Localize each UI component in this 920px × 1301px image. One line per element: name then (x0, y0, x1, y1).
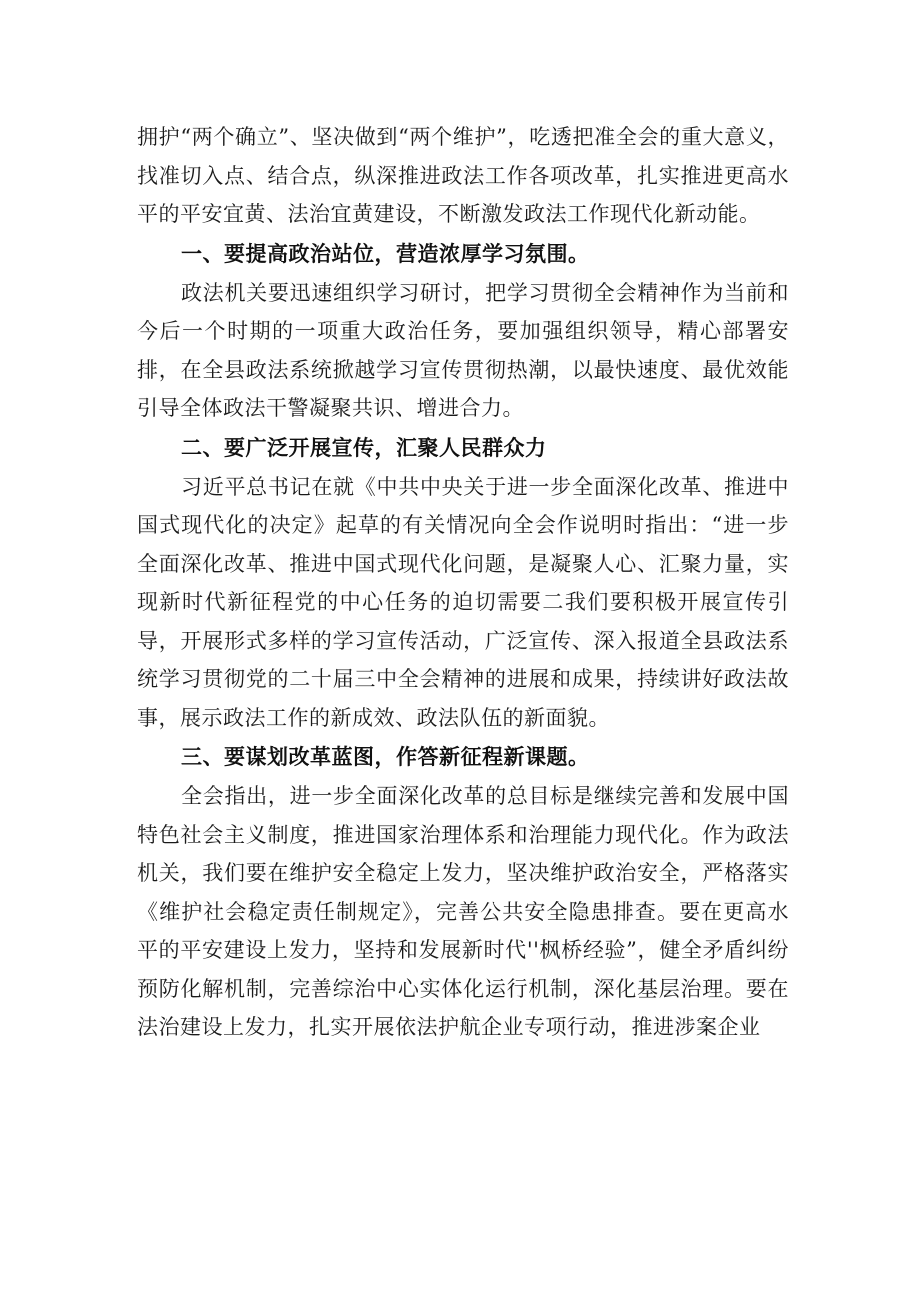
section-heading-3: 三、要谋划改革蓝图，作答新征程新课题。 (181, 745, 590, 769)
body-paragraph: 政法机关要迅速组织学习研讨，把学习贯彻全会精神作为当前和今后一个时期的一项重大政治任务，要加强组织领导，精心部署安排，在全县政法系统掀越学习宣传贯彻热潮，以最快速度、最优效能引导全体政法干警凝聚共识、增进合力。 (137, 280, 789, 420)
section-heading-1: 一、要提高政治站位，营造浓厚学习氛围。 (181, 241, 590, 266)
body-paragraph: 全会指出，进一步全面深化改革的总目标是继续完善和发展中国特色社会主义制度，推进国家治理体系和治理能力现代化。作为政法机关，我们要在维护安全稳定上发力，坚决维护政治安全，严格落实《维护社会稳定责任制规定》，完善公共安全隐患排查。要在更高水平的平安建设上发力，坚持和发展新时代''枫桥经验”，健全矛盾纠纷预防化解机制，完善综治中心实体化运行机制，深化基层治理。要在法治建设上发力，扎实开展依法护航企业专项行动，推进涉案企业 (137, 784, 789, 1039)
document-body (137, 118, 789, 1047)
body-paragraph: 拥护“两个确立”、坚决做到“两个维护”，吃透把准全会的重大意义，找准切入点、结合点，纵深推进政法工作各项改革，扎实推进更高水平的平安宜黄、法治宜黄建设，不断激发政法工作现代化新动能。 (137, 125, 789, 226)
section-heading-2: 二、要广泛开展宣传，汇聚人民群众力 (181, 435, 547, 460)
body-paragraph: 习近平总书记在就《中共中央关于进一步全面深化改革、推进中国式现代化的决定》起草的有关情况向全会作说明时指出：“进一步全面深化改革、推进中国式现代化问题，是凝聚人心、汇聚力量，实现新时代新征程党的中心任务的迫切需要二我们要积极开展宣传引导，开展形式多样的学习宣传活动，广泛宣传、深入报道全县政法系统学习贯彻党的二十届三中全会精神的进展和成果，持续讲好政法故事，展示政法工作的新成效、政法队伍的新面貌。 (137, 474, 789, 730)
